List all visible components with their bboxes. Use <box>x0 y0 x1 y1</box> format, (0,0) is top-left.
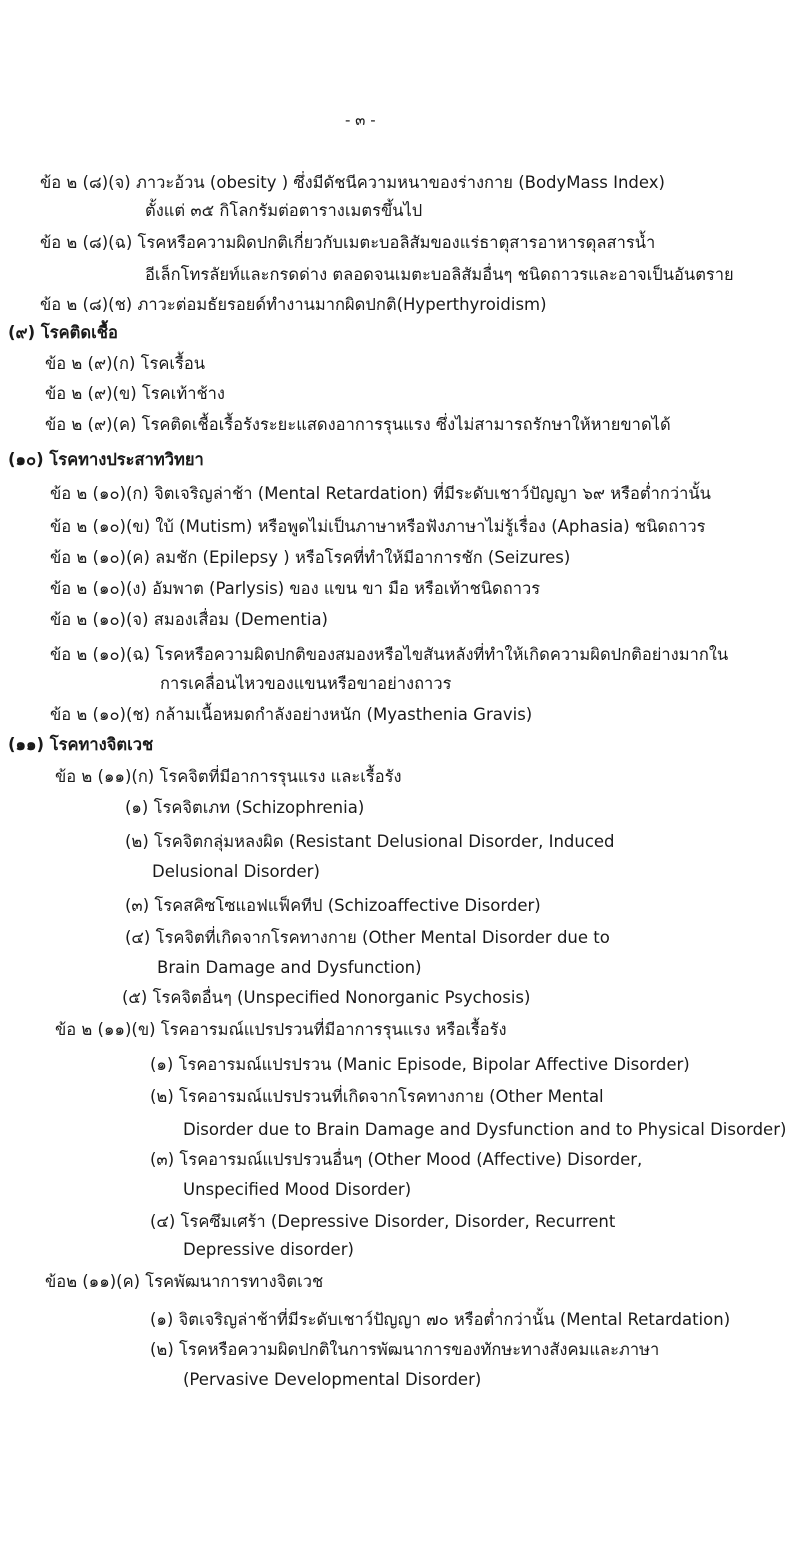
clause-9-c: ข้อ ๒ (๙)(ค) โรคติดเชื้อเรื้อรังระยะแสดงอาการรุนแรง ซึ่งไม่สามารถรักษาให้หายขาดได้ <box>45 415 671 434</box>
clause-11-c: ข้อ๒ (๑๑)(ค) โรคพัฒนาการทางจิตเวช <box>45 1272 324 1291</box>
clause-10-a: ข้อ ๒ (๑๐)(ก) จิตเจริญล่าช้า (Mental Retardation) ที่มีระดับเชาว์ปัญญา ๖๙ หรือต่ำกว่านั้น <box>50 484 711 503</box>
sub-item: (๔) โรคจิตที่เกิดจากโรคทางกาย (Other Mental Disorder due to <box>125 928 610 947</box>
clause-continuation: อีเล็กโทรลัยท์และกรดด่าง ตลอดจนเมตะบอลิสัมอื่นๆ ชนิดถาวรและอาจเป็นอันตราย <box>145 265 734 284</box>
sub-item: (๓) โรคสคิซโซแอฟแฟ็คทีป (Schizoaffective Disorder) <box>125 896 541 915</box>
clause-10-c: ข้อ ๒ (๑๐)(ค) ลมชัก (Epilepsy ) หรือโรคที่ทำให้มีอาการชัก (Seizures) <box>50 548 571 567</box>
clause-9-b: ข้อ ๒ (๙)(ข) โรคเท้าช้าง <box>45 384 225 403</box>
sub-item: (๔) โรคซึมเศร้า (Depressive Disorder, Disorder, Recurrent <box>150 1212 616 1231</box>
sub-item-continuation: Depressive disorder) <box>183 1240 354 1259</box>
clause-8-f: ข้อ ๒ (๘)(ฉ) โรคหรือความผิดปกติเกี่ยวกับเมตะบอลิสัมของแร่ธาตุสารอาหารดุลสารน้ำ <box>40 233 656 252</box>
sub-item: (๑) โรคอารมณ์แปรปรวน (Manic Episode, Bipolar Affective Disorder) <box>150 1055 690 1074</box>
section-heading-10: (๑๐) โรคทางประสาทวิทยา <box>8 450 204 469</box>
sub-item-continuation: (Pervasive Developmental Disorder) <box>183 1370 482 1389</box>
clause-continuation: ตั้งแต่ ๓๕ กิโลกรัมต่อตารางเมตรขึ้นไป <box>145 201 423 220</box>
clause-10-e: ข้อ ๒ (๑๐)(จ) สมองเสื่อม (Dementia) <box>50 610 328 629</box>
section-heading-9: (๙) โรคติดเชื้อ <box>8 323 118 342</box>
clause-8-e: ข้อ ๒ (๘)(จ) ภาวะอ้วน (obesity ) ซึ่งมีดัชนีความหนาของร่างกาย (BodyMass Index) <box>40 173 665 192</box>
clause-10-d: ข้อ ๒ (๑๐)(ง) อัมพาต (Parlysis) ของ แขน ขา มือ หรือเท้าชนิดถาวร <box>50 579 541 598</box>
clause-9-a: ข้อ ๒ (๙)(ก) โรคเรื้อน <box>45 354 206 373</box>
clause-8-g: ข้อ ๒ (๘)(ช) ภาวะต่อมธัยรอยด์ทำงานมากผิดปกติ(Hyperthyroidism) <box>40 295 547 314</box>
clause-continuation: การเคลื่อนไหวของแขนหรือขาอย่างถาวร <box>160 674 452 693</box>
sub-item-continuation: Delusional Disorder) <box>152 862 320 881</box>
sub-item: (๕) โรคจิตอื่นๆ (Unspecified Nonorganic Psychosis) <box>122 988 531 1007</box>
sub-item: (๒) โรคจิตกลุ่มหลงผิด (Resistant Delusional Disorder, Induced <box>125 832 615 851</box>
sub-item-continuation: Brain Damage and Dysfunction) <box>157 958 422 977</box>
sub-item: (๑) โรคจิตเภท (Schizophrenia) <box>125 798 365 817</box>
sub-item-continuation: Unspecified Mood Disorder) <box>183 1180 412 1199</box>
sub-item: (๒) โรคอารมณ์แปรปรวนที่เกิดจากโรคทางกาย (Other Mental <box>150 1087 604 1106</box>
page-number: - ๓ - <box>345 111 376 129</box>
sub-item: (๓) โรคอารมณ์แปรปรวนอื่นๆ (Other Mood (Affective) Disorder, <box>150 1150 643 1169</box>
section-heading-11: (๑๑) โรคทางจิตเวช <box>8 735 154 754</box>
clause-10-b: ข้อ ๒ (๑๐)(ข) ใบ้ (Mutism) หรือพูดไม่เป็นภาษาหรือฟังภาษาไม่รู้เรื่อง (Aphasia) ชนิดถาวร <box>50 517 706 536</box>
sub-item: (๒) โรคหรือความผิดปกติในการพัฒนาการของทักษะทางสังคมและภาษา <box>150 1340 660 1359</box>
clause-10-f: ข้อ ๒ (๑๐)(ฉ) โรคหรือความผิดปกติของสมองหรือไขสันหลังที่ทำให้เกิดความผิดปกติอย่างมากใน <box>50 645 729 664</box>
clause-11-b: ข้อ ๒ (๑๑)(ข) โรคอารมณ์แปรปรวนที่มีอาการรุนแรง หรือเรื้อรัง <box>55 1020 507 1039</box>
sub-item: (๑) จิตเจริญล่าช้าที่มีระดับเชาว์ปัญญา ๗๐ หรือต่ำกว่านั้น (Mental Retardation) <box>150 1310 731 1329</box>
clause-10-g: ข้อ ๒ (๑๐)(ช) กล้ามเนื้อหมดกำลังอย่างหนัก (Myasthenia Gravis) <box>50 705 533 724</box>
sub-item-continuation: Disorder due to Brain Damage and Dysfunction and to Physical Disorder) <box>183 1120 787 1139</box>
clause-11-a: ข้อ ๒ (๑๑)(ก) โรคจิตที่มีอาการรุนแรง และเรื้อรัง <box>55 767 402 786</box>
